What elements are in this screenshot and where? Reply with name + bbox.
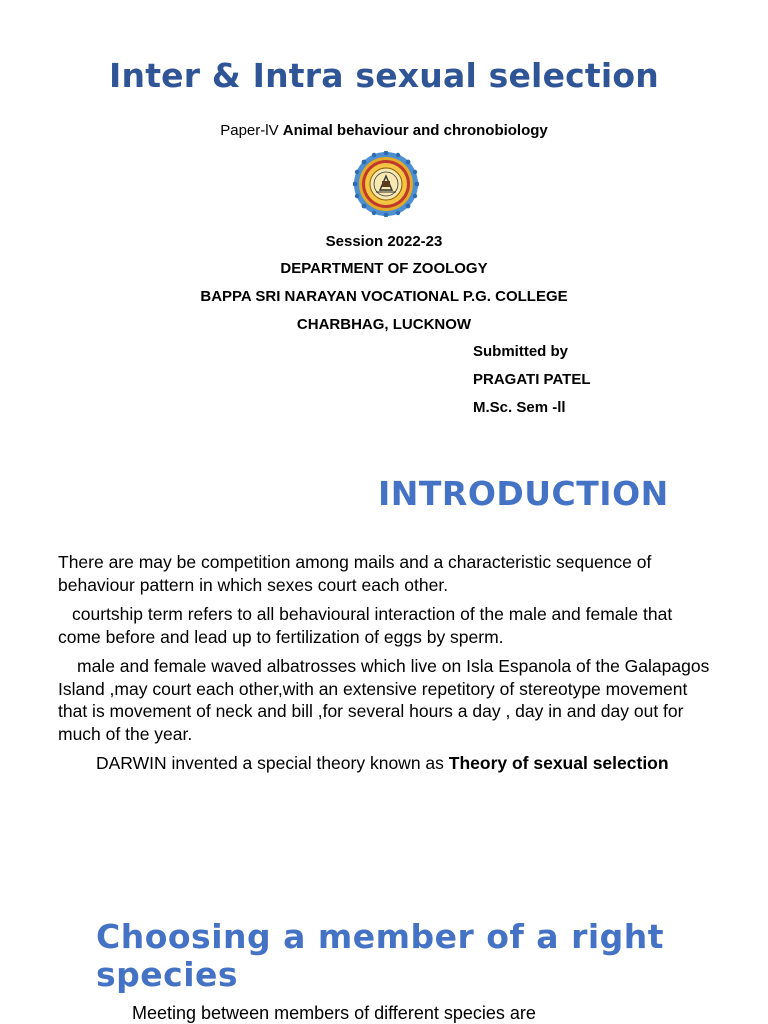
intro-paragraph-3: male and female waved albatrosses which live on Isla Espanola of the Galapagos Island ,may court each other,with an extensive repetitory of stereotype movement that is movement of neck and bill ,for several hours a day , day in and day out for much of the year.: [58, 656, 710, 744]
location-line: CHARBHAG, LUCKNOW: [296, 316, 472, 333]
college-seal-icon: [353, 151, 419, 217]
intro-paragraph-2: courtship term refers to all behavioural interaction of the male and female that come before and lead up to fertilization of eggs by sperm.: [58, 604, 673, 647]
slide-title: Inter & Intra sexual selection: [109, 56, 659, 95]
darwin-text: DARWIN invented a special theory known as: [96, 753, 449, 773]
student-name: PRAGATI PATEL: [473, 371, 591, 388]
session-line: Session 2022-23: [325, 233, 443, 250]
college-line: BAPPA SRI NARAYAN VOCATIONAL P.G. COLLEGE: [200, 288, 568, 305]
introduction-heading: INTRODUCTION: [378, 474, 669, 513]
paper-prefix: Paper-lV: [220, 122, 283, 139]
darwin-theory: Theory of sexual selection: [448, 753, 669, 773]
paper-subject: Animal behaviour and chronobiology: [282, 122, 548, 139]
paper-line: [0, 122, 768, 139]
intro-paragraph-1: There are may be competition among mails and a characteristic sequence of behaviour pattern in which sexes court each other.: [58, 552, 652, 595]
species-paragraph: Meeting between members of different species are: [132, 1003, 536, 1023]
choosing-species-heading: Choosing a member of a right species: [96, 917, 665, 994]
department-line: DEPARTMENT OF ZOOLOGY: [280, 260, 488, 277]
course-line: M.Sc. Sem -ll: [473, 399, 566, 416]
darwin-paragraph: [96, 752, 736, 775]
submitted-by-label: Submitted by: [473, 343, 569, 360]
